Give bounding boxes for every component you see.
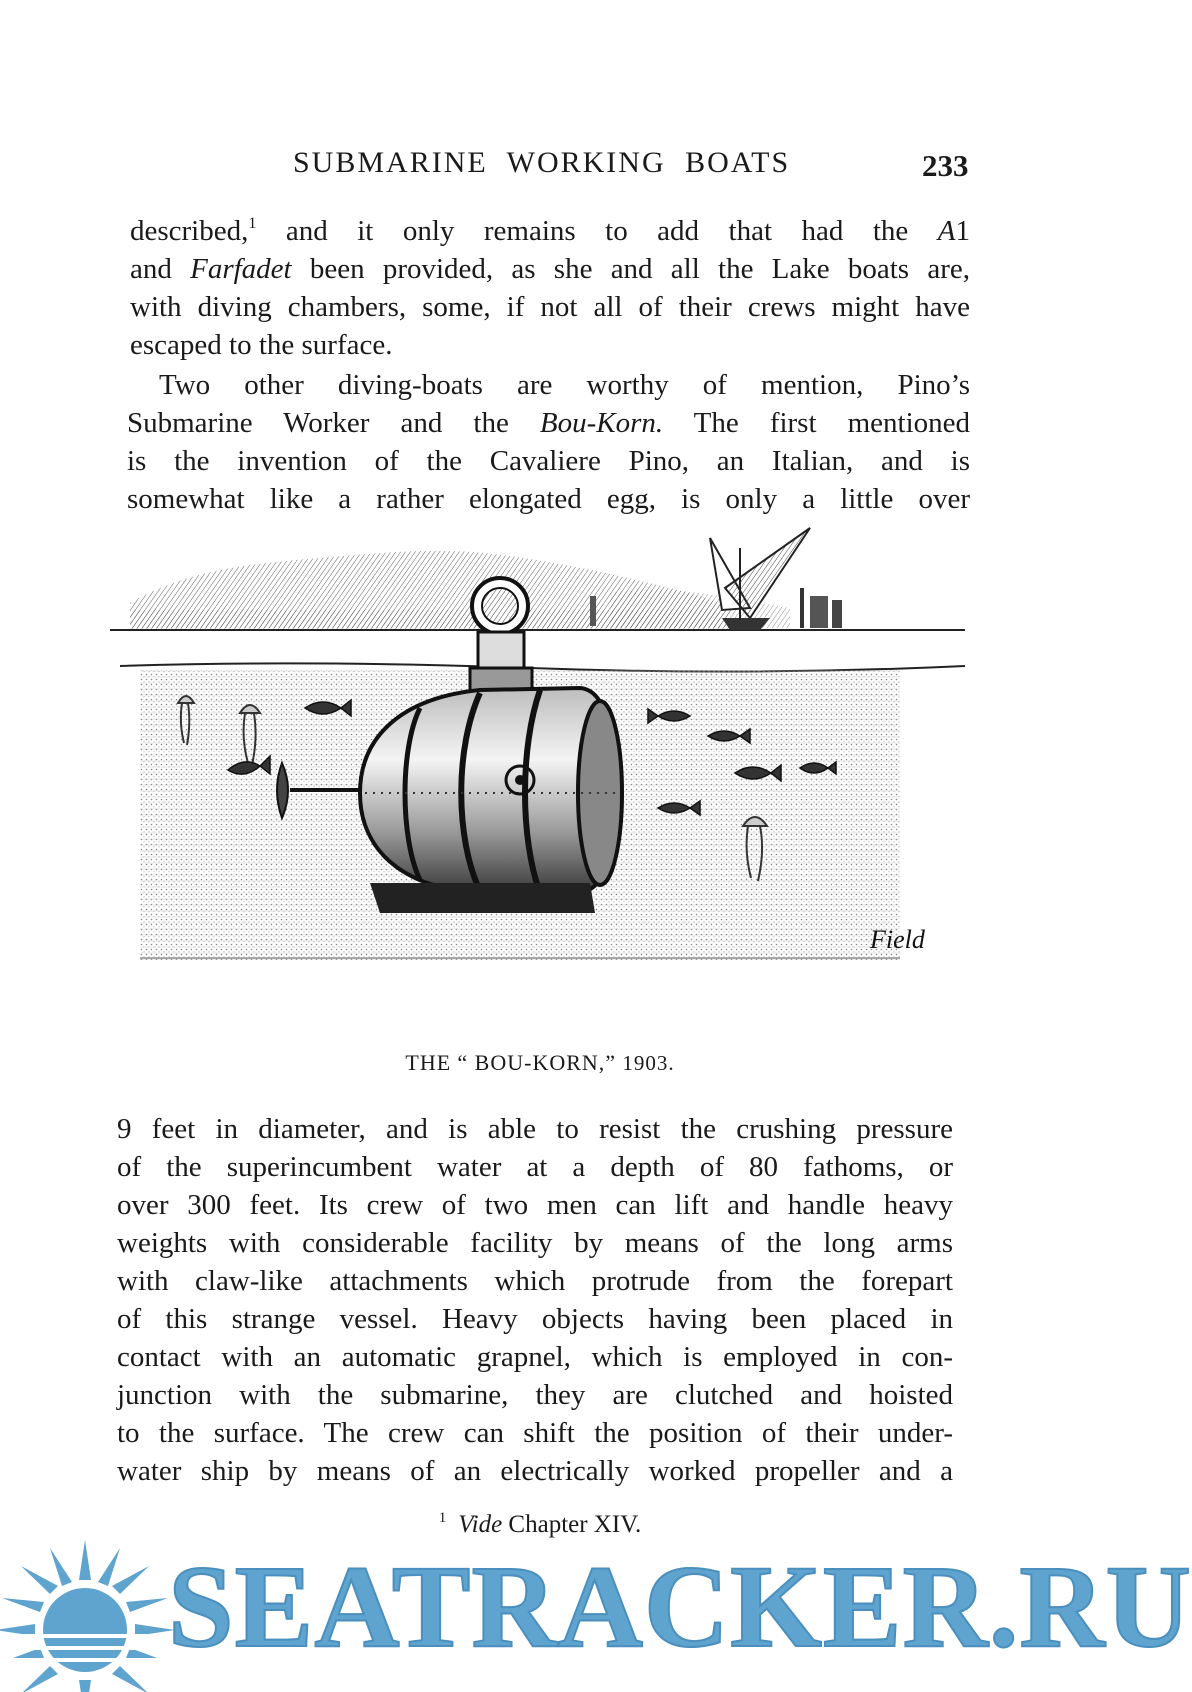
watermark-text: SEATRACKER.RU bbox=[168, 1541, 1192, 1672]
paragraph-3-line: of this strange vessel. Heavy objects having been placed in bbox=[117, 1303, 953, 1335]
paragraph-1-line-3: with diving chambers, some, if not all of their crews might have bbox=[130, 291, 970, 323]
paragraph-3-line: contact with an automatic grapnel, which is employed in con- bbox=[117, 1341, 953, 1373]
paragraph-2 bbox=[127, 366, 970, 518]
running-title: SUBMARINE WORKING BOATS bbox=[293, 146, 791, 179]
sun-icon bbox=[0, 1540, 180, 1692]
footnote-vide: Vide bbox=[458, 1511, 503, 1538]
boat-name-farfadet: Farfadet bbox=[190, 253, 292, 285]
running-head bbox=[0, 146, 1080, 186]
caption-year: 1903. bbox=[622, 1051, 675, 1075]
paragraph-1-line-4: escaped to the surface. bbox=[130, 329, 393, 361]
text-segment: 1 bbox=[955, 215, 970, 247]
text-segment: described, bbox=[130, 215, 249, 247]
artist-signature: Field bbox=[870, 925, 925, 954]
paragraph-2-line-3: is the invention of the Cavaliere Pino, an Italian, and is bbox=[127, 445, 970, 477]
boat-name-a: A bbox=[937, 215, 956, 247]
paragraph-3-line: 9 feet in diameter, and is able to resist the crushing pressure bbox=[117, 1113, 953, 1145]
figure-caption bbox=[0, 1050, 1080, 1076]
paragraph-2-line-4: somewhat like a rather elongated egg, is only a little over bbox=[127, 483, 970, 515]
paragraph-3-line: weights with considerable facility by means of the long arms bbox=[117, 1227, 953, 1259]
conning-tower bbox=[470, 578, 532, 692]
paragraph-1-line-2 bbox=[130, 250, 970, 288]
paragraph-2-line-1: Two other diving-boats are worthy of mention, Pino’s bbox=[159, 369, 970, 401]
caption-prefix: THE bbox=[405, 1050, 452, 1075]
text-segment: been provided, as she and all the Lake boats are, bbox=[291, 253, 970, 285]
text-segment: Submarine Worker and the bbox=[127, 407, 540, 439]
paragraph-2-line-2 bbox=[127, 404, 970, 442]
caption-title: “ BOU-KORN,” bbox=[457, 1050, 617, 1075]
text-segment: The first mentioned bbox=[663, 407, 970, 439]
text-segment: and bbox=[130, 253, 191, 285]
paragraph-3-line: to the surface. The crew can shift the position of their under- bbox=[117, 1417, 953, 1449]
bou-korn-illustration bbox=[110, 548, 965, 1028]
paragraph-1 bbox=[130, 212, 970, 364]
paragraph-3-line: junction with the submarine, they are clutched and hoisted bbox=[117, 1379, 953, 1411]
paragraph-3-line: with claw-like attachments which protrude from the forepart bbox=[117, 1265, 953, 1297]
footnote-marker: 1 bbox=[438, 1510, 447, 1526]
paragraph-3-line: of the superincumbent water at a depth of 80 fathoms, or bbox=[117, 1151, 953, 1183]
paragraph-3-line: over 300 feet. Its crew of two men can lift and handle heavy bbox=[117, 1189, 953, 1221]
paragraph-1-line-1 bbox=[130, 212, 970, 250]
text-segment: and it only remains to add that had the bbox=[256, 215, 938, 247]
footnote-ref: 1 bbox=[248, 215, 257, 232]
page-number: 233 bbox=[922, 148, 969, 183]
footnote-text: Chapter XIV. bbox=[502, 1511, 642, 1538]
paragraph-3-line: water ship by means of an electrically worked propeller and a bbox=[117, 1455, 953, 1487]
boat-name-bou-korn: Bou-Korn. bbox=[539, 407, 664, 439]
paragraph-3 bbox=[117, 1110, 953, 1490]
